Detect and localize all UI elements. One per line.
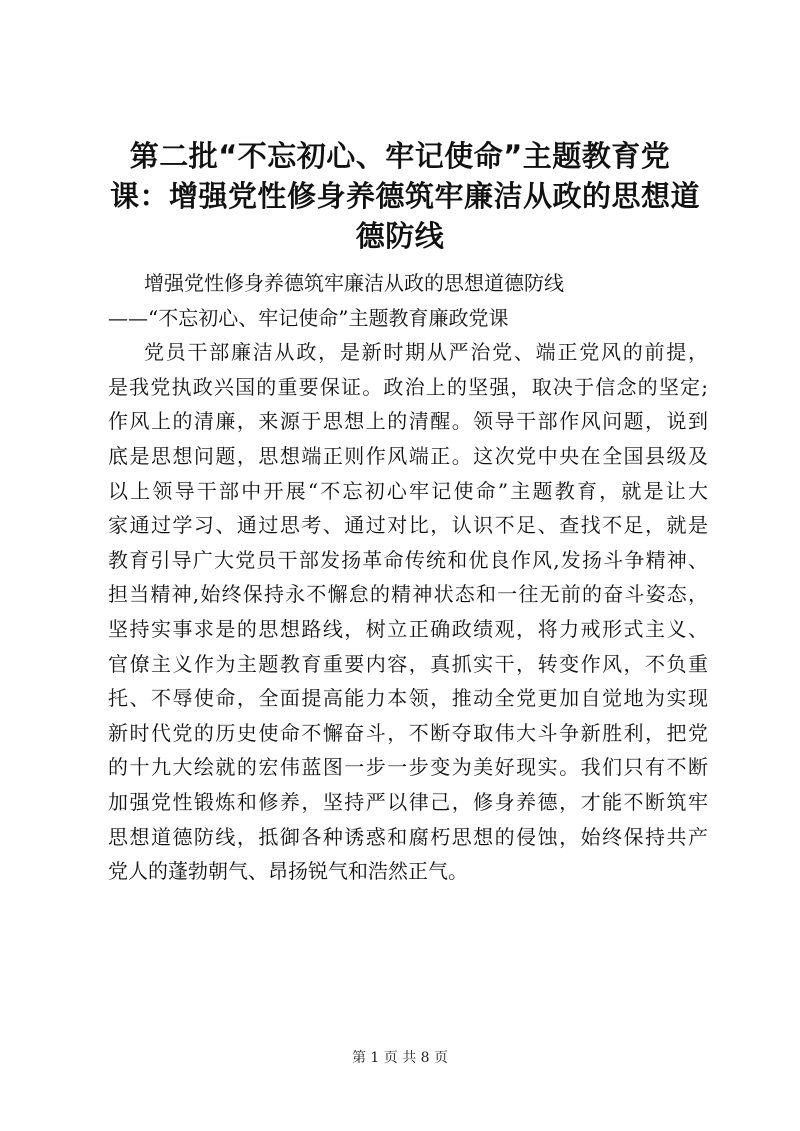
paragraph-line: 以上领导干部中开展“不忘初心牢记使命”主题教育，就是让大 [108,478,708,503]
paragraph-line: 党人的蓬勃朝气、昂扬锐气和浩然正气。 [108,859,468,884]
page-number-footer: 第 1 页 共 8 页 [351,1050,449,1066]
paragraph-line: 的十九大绘就的宏伟蓝图一步一步变为美好现实。我们只有不断 [108,755,708,780]
document-body [108,266,708,889]
document-byline: ——“不忘初心、牢记使命”主题教育廉政党课 [108,305,509,330]
title-line: 德防线 [355,219,445,253]
paragraph-line: 加强党性锻炼和修养，坚持严以律己，修身养德，才能不断筑牢 [108,789,708,814]
paragraph-line: 是我党执政兴国的重要保证。政治上的坚强，取决于信念的坚定; [108,374,708,399]
document-subtitle: 增强党性修身养德筑牢廉洁从政的思想道德防线 [144,271,564,295]
paragraph-line: 思想道德防线，抵御各种诱惑和腐朽思想的侵蚀，始终保持共产 [108,824,708,849]
paragraph-line: 官僚主义作为主题教育重要内容，真抓实干，转变作风，不负重 [108,651,708,676]
paragraph-line: 作风上的清廉，来源于思想上的清醒。领导干部作风问题，说到 [108,409,708,434]
body-paragraph [108,335,708,889]
paragraph-line: 担当精神,始终保持永不懈怠的精神状态和一往无前的奋斗姿态， [108,582,708,607]
paragraph-line: 托、不辱使命，全面提高能力本领，推动全党更加自觉地为实现 [108,686,708,711]
paragraph-line: 家通过学习、通过思考、通过对比，认识不足、查找不足，就是 [108,513,708,538]
paragraph-line: 党员干部廉洁从政，是新时期从严治党、端正党风的前提， [144,340,708,365]
paragraph-line: 新时代党的历史使命不懈奋斗，不断夺取伟大斗争新胜利，把党 [108,720,708,745]
title-line: 课：增强党性修身养德筑牢廉洁从政的思想道 [110,179,701,213]
paragraph-line: 底是思想问题，思想端正则作风端正。这次党中央在全国县级及 [108,443,708,468]
title-line: 第二批“不忘初心、牢记使命”主题教育党 [129,139,671,173]
document-title [110,136,701,256]
paragraph-line: 坚持实事求是的思想路线，树立正确政绩观，将力戒形式主义、 [108,616,708,641]
paragraph-line: 教育引导广大党员干部发扬革命传统和优良作风,发扬斗争精神、 [108,547,708,572]
